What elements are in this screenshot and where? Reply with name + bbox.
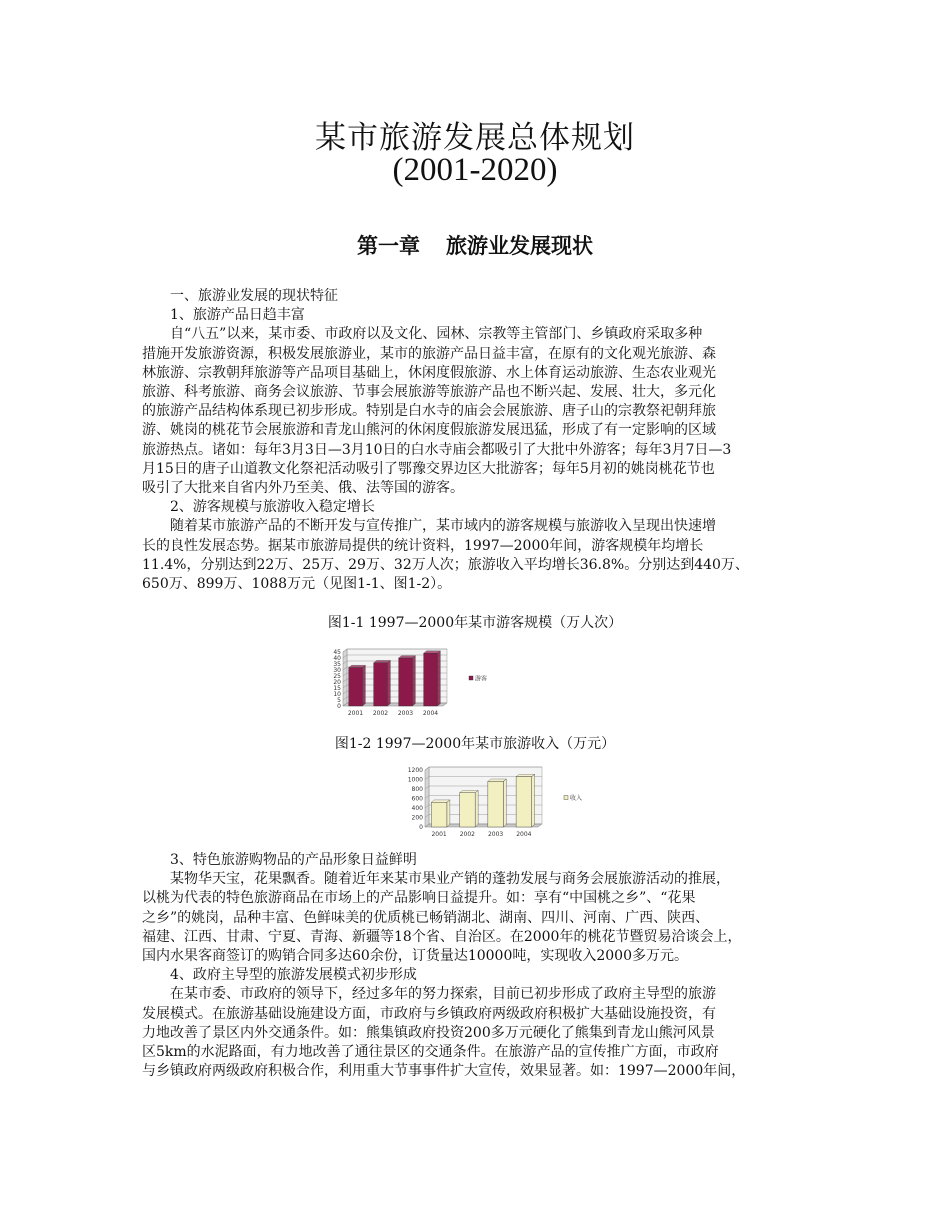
text-line: 长的良性发展态势。据某市旅游局提供的统计资料，1997—2000年间，游客规模年均增长 <box>142 537 704 554</box>
text-line: 随着某市旅游产品的不断开发与宣传推广，某市域内的游客规模与旅游收入呈现出快速增 <box>142 518 716 535</box>
y-tick-label: 45 <box>333 649 341 656</box>
text-line: 区5km的水泥路面，有力地改善了通往景区的交通条件。在旅游产品的宣传推广方面，市政府 <box>142 1044 719 1061</box>
body-text-section-3-4 <box>142 851 822 1081</box>
text-line: 某物华天宝，花果飘香。随着近年来某市果业产销的蓬勃发展与商务会展旅游活动的推展， <box>142 871 730 888</box>
bar-side <box>437 651 440 706</box>
bar <box>424 653 438 706</box>
text-line: 自“八五”以来，某市委、市政府以及文化、园林、宗教等主管部门、乡镇政府采取多种 <box>142 326 703 343</box>
y-tick-label: 0 <box>419 824 423 831</box>
text-line: 旅游、科考旅游、商务会议旅游、节事会展旅游等旅游产品也不断兴起、发展、壮大，多元化 <box>142 384 716 401</box>
text-line: 在某市委、市政府的领导下，经过多年的努力探索，目前已初步形成了政府主导型的旅游 <box>142 986 716 1003</box>
bar-side <box>387 660 390 706</box>
bar-side <box>412 656 415 706</box>
text-line: 游、姚岗的桃花节会展旅游和青龙山熊河的休闲度假旅游发展迅猛，形成了有一定影响的区域 <box>142 422 716 439</box>
y-tick-label: 40 <box>333 655 341 662</box>
bar-side <box>475 790 478 827</box>
text-line: 措施开发旅游资源，积极发展旅游业，某市的旅游产品日益丰富，在原有的文化观光旅游、森 <box>142 345 716 362</box>
document-title: 某市旅游发展总体规划 <box>315 120 635 156</box>
visitor-bar-chart <box>325 642 525 722</box>
text-line: 以桃为代表的特色旅游商品在市场上的产品影响日益提升。如：享有“中国桃之乡”、“花果 <box>142 890 696 907</box>
legend-label: 收入 <box>570 795 583 802</box>
x-tick-label: 2003 <box>397 710 414 717</box>
y-tick-label: 25 <box>333 673 341 680</box>
text-line: 月15日的唐子山道教文化祭祀活动吸引了鄂豫交界边区大批游客；每年5月初的姚岗桃花节也 <box>142 460 715 477</box>
x-tick-label: 2001 <box>347 710 364 717</box>
text-line: 与乡镇政府两级政府积极合作，利用重大节事事件扩大宣传，效果显著。如：1997—2000年间， <box>142 1063 746 1080</box>
text-line: 发展模式。在旅游基础设施建设方面，市政府与乡镇政府两级政府积极扩大基础设施投资，有 <box>142 1005 716 1022</box>
y-tick-label: 1200 <box>407 767 423 774</box>
bar <box>399 658 413 706</box>
text-line: 国内水果客商签订的购销合同多达60余份，订货量达10000吨，实现收入2000多万元。 <box>142 948 688 965</box>
bar-side <box>503 779 506 827</box>
document-subtitle: (2001-2020) <box>392 152 558 188</box>
y-tick-label: 200 <box>411 814 423 822</box>
y-tick-label: 400 <box>411 805 423 812</box>
chapter-name: 旅游业发展现状 <box>446 234 593 258</box>
figure-1-caption: 图1-1 1997—2000年某市游客规模（万人次） <box>327 615 623 631</box>
x-tick-label: 2003 <box>487 831 504 838</box>
y-tick-label: 35 <box>333 661 341 668</box>
legend-label: 游客 <box>475 675 488 683</box>
bar-top <box>488 779 507 781</box>
text-line: 3、特色旅游购物品的产品形象日益鲜明 <box>142 852 417 868</box>
x-tick-label: 2001 <box>431 831 447 838</box>
y-tick-label: 0 <box>337 703 341 710</box>
text-line: 650万、899万、1088万元（见图1-1、图1-2）。 <box>142 576 452 593</box>
bar-top <box>424 651 441 653</box>
y-tick-label: 10 <box>333 691 341 698</box>
revenue-bar-chart <box>398 762 598 842</box>
text-line: 旅游热点。诸如：每年3月3日—3月10日的白水寺庙会都吸引了大批中外游客；每年3月7日—3 <box>142 441 732 458</box>
text-line: 之乡”的姚岗，品种丰富、色鲜味美的优质桃已畅销湖北、湖南、四川、河南、广西、陕西、 <box>142 909 710 926</box>
bar <box>488 781 504 827</box>
legend-swatch <box>564 796 568 800</box>
text-line: 力地改善了景区内外交通条件。如：熊集镇政府投资200多万元硬化了熊集到青龙山熊河风景 <box>142 1024 715 1041</box>
y-tick-label: 600 <box>411 795 423 803</box>
text-line: 的旅游产品结构体系现已初步形成。特别是白水寺的庙会会展旅游、唐子山的宗教祭祀朝拜旅 <box>142 403 716 420</box>
y-tick-label: 5 <box>337 697 341 704</box>
bar <box>431 802 447 827</box>
bar-top <box>516 774 535 776</box>
bar-top <box>374 660 391 662</box>
text-line: 1、旅游产品日趋丰富 <box>142 307 305 324</box>
bar <box>516 777 532 827</box>
text-line: 11.4%，分别达到22万、25万、29万、32万人次；旅游收入平均增长36.8%。分别达到440万、 <box>142 556 749 573</box>
figure-2-caption: 图1-2 1997—2000年某市旅游收入（万元） <box>334 736 616 752</box>
y-tick-label: 800 <box>411 786 423 793</box>
x-tick-label: 2002 <box>459 831 476 838</box>
text-line: 2、游客规模与旅游收入稳定增长 <box>142 499 375 516</box>
text-line: 一、旅游业发展的现状特征 <box>142 288 338 304</box>
x-tick-label: 2002 <box>372 710 389 717</box>
text-line: 4、政府主导型的旅游发展模式初步形成 <box>142 967 417 984</box>
text-line: 吸引了大批来自省内外乃至美、俄、法等国的游客。 <box>142 480 464 497</box>
bar-side <box>532 774 535 827</box>
bar-side <box>362 665 365 706</box>
text-line: 福建、江西、甘肃、宁夏、青海、新疆等18个省、自治区。在2000年的桃花节暨贸易洽谈会上， <box>142 928 742 945</box>
bar <box>349 668 363 706</box>
bar-top <box>349 665 366 667</box>
y-tick-label: 30 <box>333 667 341 674</box>
body-text-section-1-2 <box>142 287 822 594</box>
legend-swatch <box>469 676 473 680</box>
y-tick-label: 20 <box>333 679 341 686</box>
y-tick-label: 1000 <box>407 776 423 784</box>
bar-top <box>399 656 416 658</box>
x-tick-label: 2004 <box>516 831 532 838</box>
chapter-heading <box>0 230 950 260</box>
bar <box>374 663 388 706</box>
bar <box>460 793 476 827</box>
bar-side <box>447 800 450 827</box>
y-tick-label: 15 <box>333 685 341 692</box>
bar-top <box>431 800 450 802</box>
x-tick-label: 2004 <box>422 710 439 717</box>
bar-top <box>460 790 479 792</box>
text-line: 林旅游、宗教朝拜旅游等产品项目基础上，休闲度假旅游、水上体育运动旅游、生态农业观光 <box>142 364 716 381</box>
chapter-number: 第一章 <box>357 234 420 258</box>
